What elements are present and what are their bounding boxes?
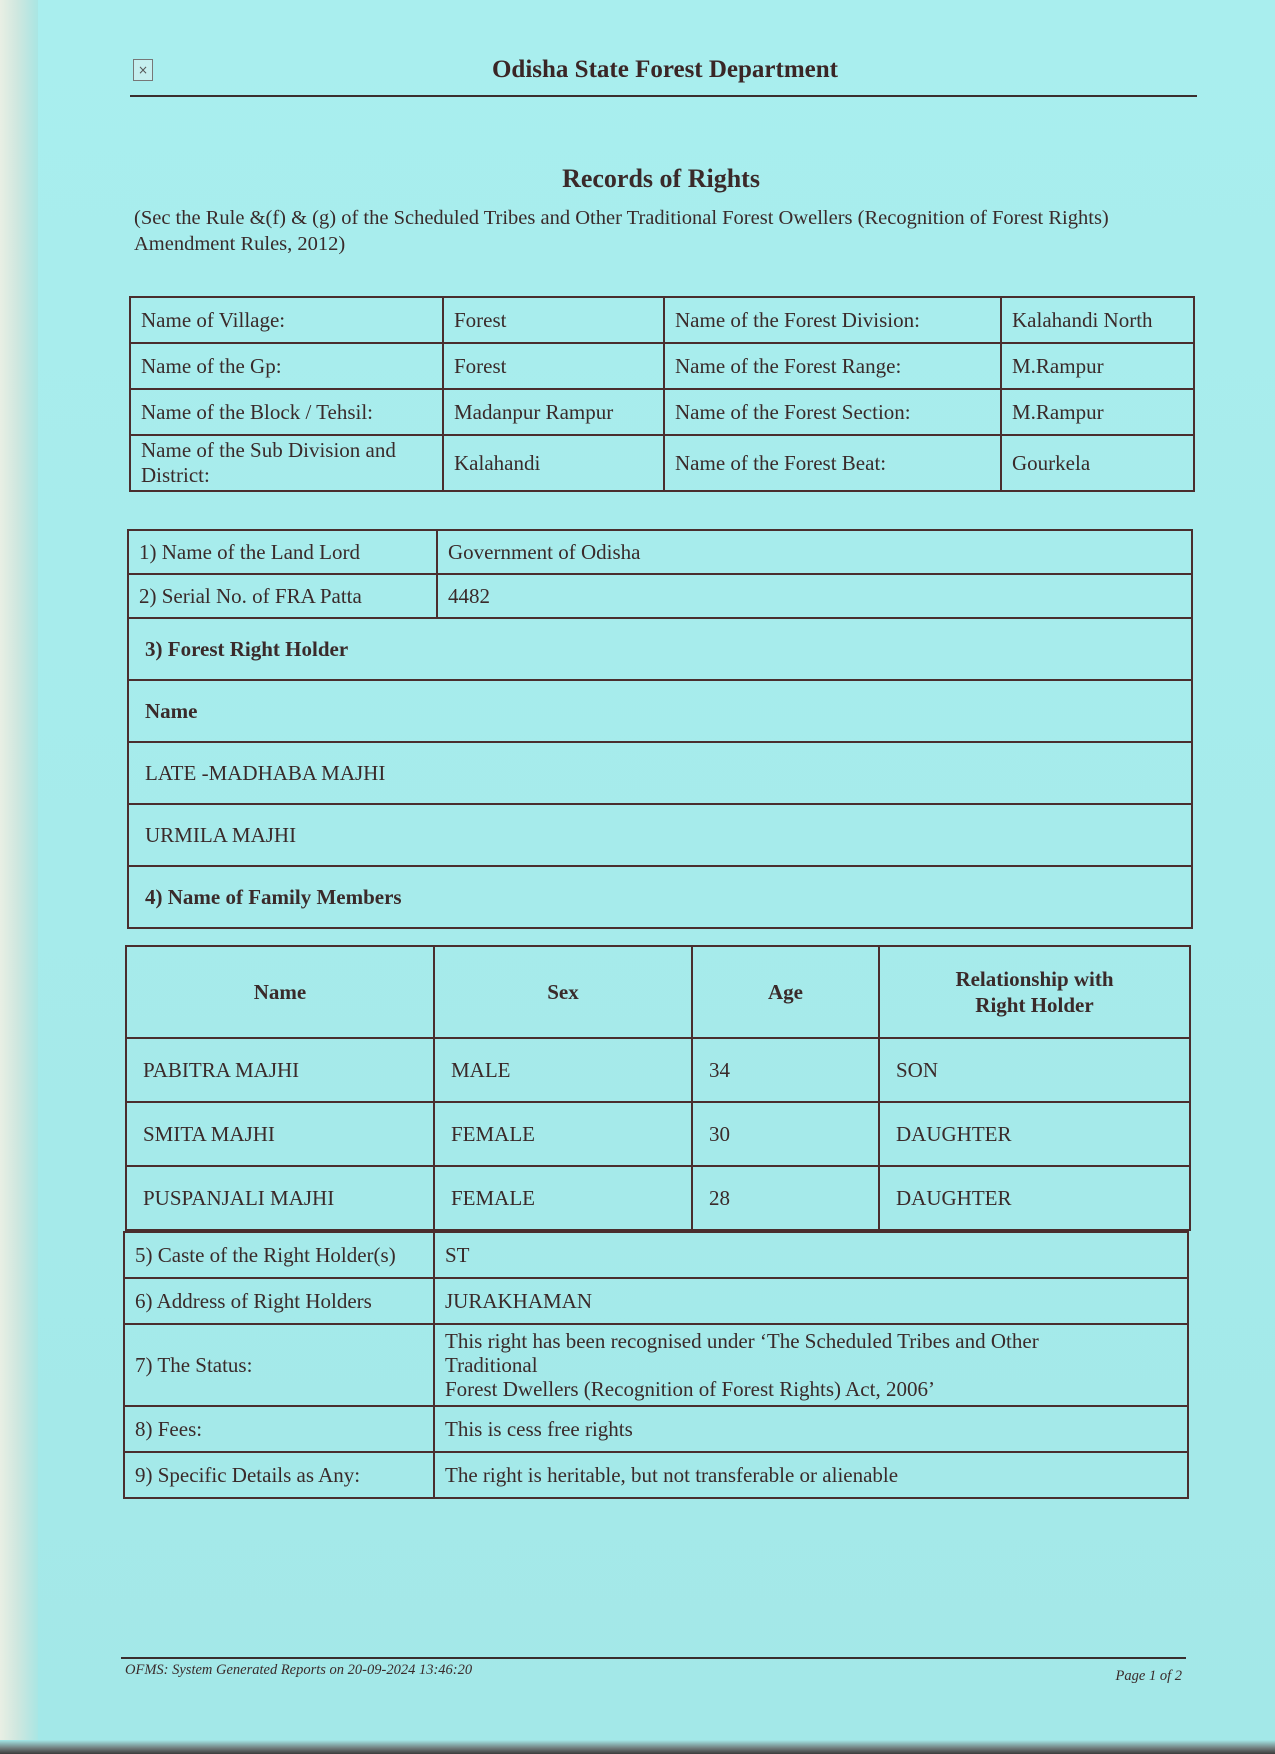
forest-section-value: M.Rampur bbox=[1001, 389, 1194, 435]
footer-divider bbox=[121, 1657, 1186, 1659]
department-title: Odisha State Forest Department bbox=[491, 56, 839, 83]
forest-division-value: Kalahandi North bbox=[1001, 297, 1194, 343]
family-row bbox=[126, 1102, 1190, 1166]
address-row bbox=[124, 1278, 1188, 1324]
specific-details-label: 9) Specific Details as Any: bbox=[124, 1452, 434, 1498]
land-lord-label: 1) Name of the Land Lord bbox=[128, 530, 437, 574]
fees-label: 8) Fees: bbox=[124, 1406, 434, 1452]
document-title: Records of Rights bbox=[562, 164, 760, 193]
family-row bbox=[126, 1166, 1190, 1230]
document-subtitle: (Sec the Rule &(f) & (g) of the Scheduled Tribes and Other Traditional Forest Owellers (Recognition of Forest Rights) Amendment Rules, 2012) bbox=[134, 207, 1109, 255]
family-name-header: Name bbox=[126, 946, 434, 1038]
family-table bbox=[125, 945, 1191, 1231]
family-sex-header: Sex bbox=[434, 946, 692, 1038]
details-table bbox=[123, 1231, 1189, 1499]
location-row bbox=[130, 343, 1194, 389]
family-member-name: SMITA MAJHI bbox=[126, 1102, 434, 1166]
land-lord-row bbox=[128, 530, 1192, 574]
family-member-sex: MALE bbox=[434, 1038, 692, 1102]
family-member-age: 34 bbox=[692, 1038, 879, 1102]
holder-row bbox=[128, 804, 1192, 866]
family-header-row bbox=[126, 946, 1190, 1038]
serial-value: 4482 bbox=[437, 574, 1192, 618]
block-tehsil-value: Madanpur Rampur bbox=[443, 389, 664, 435]
holder-row bbox=[128, 742, 1192, 804]
specific-details-value: The right is heritable, but not transferable or alienable bbox=[434, 1452, 1188, 1498]
location-row bbox=[130, 389, 1194, 435]
family-member-relationship: SON bbox=[879, 1038, 1190, 1102]
scan-bottom-edge bbox=[0, 1740, 1275, 1754]
family-member-relationship: DAUGHTER bbox=[879, 1166, 1190, 1230]
location-table bbox=[129, 296, 1195, 492]
record-table bbox=[127, 529, 1193, 929]
family-member-name: PABITRA MAJHI bbox=[126, 1038, 434, 1102]
forest-range-label: Name of the Forest Range: bbox=[664, 343, 1001, 389]
serial-row bbox=[128, 574, 1192, 618]
forest-beat-label: Name of the Forest Beat: bbox=[664, 435, 1001, 491]
holder-name-header: Name bbox=[128, 680, 1192, 742]
family-member-age: 30 bbox=[692, 1102, 879, 1166]
family-member-age: 28 bbox=[692, 1166, 879, 1230]
block-tehsil-label: Name of the Block / Tehsil: bbox=[130, 389, 443, 435]
forest-division-label: Name of the Forest Division: bbox=[664, 297, 1001, 343]
status-text-line-2: Forest Dwellers (Recognition of Forest Rights) Act, 2006’ bbox=[445, 1377, 935, 1401]
holder-name-header-row bbox=[128, 680, 1192, 742]
address-label: 6) Address of Right Holders bbox=[124, 1278, 434, 1324]
relationship-header-text: Relationship with Right Holder bbox=[955, 967, 1114, 1017]
sub-division-value: Kalahandi bbox=[443, 435, 664, 491]
scan-left-edge bbox=[0, 0, 38, 1754]
status-text-line-1: This right has been recognised under ‘The Scheduled Tribes and Other Traditional bbox=[445, 1329, 1039, 1377]
village-label: Name of Village: bbox=[130, 297, 443, 343]
serial-label: 2) Serial No. of FRA Patta bbox=[128, 574, 437, 618]
family-row bbox=[126, 1038, 1190, 1102]
family-heading: 4) Name of Family Members bbox=[128, 866, 1192, 928]
family-member-relationship: DAUGHTER bbox=[879, 1102, 1190, 1166]
holder-heading: 3) Forest Right Holder bbox=[128, 618, 1192, 680]
location-row bbox=[130, 297, 1194, 343]
forest-section-label: Name of the Forest Section: bbox=[664, 389, 1001, 435]
status-row bbox=[124, 1324, 1188, 1406]
caste-label: 5) Caste of the Right Holder(s) bbox=[124, 1232, 434, 1278]
holder-heading-row bbox=[128, 618, 1192, 680]
generated-timestamp: OFMS: System Generated Reports on 20-09-2024 13:46:20 bbox=[125, 1662, 473, 1678]
page-number: Page 1 of 2 bbox=[1115, 1668, 1182, 1684]
fees-value: This is cess free rights bbox=[434, 1406, 1188, 1452]
address-value: JURAKHAMAN bbox=[434, 1278, 1188, 1324]
sub-division-label: Name of the Sub Division and District: bbox=[130, 435, 443, 491]
status-value bbox=[434, 1324, 1188, 1406]
family-heading-row bbox=[128, 866, 1192, 928]
forest-beat-value: Gourkela bbox=[1001, 435, 1194, 491]
holder-name: URMILA MAJHI bbox=[128, 804, 1192, 866]
fees-row bbox=[124, 1406, 1188, 1452]
holder-name: LATE -MADHABA MAJHI bbox=[128, 742, 1192, 804]
status-label: 7) The Status: bbox=[124, 1324, 434, 1406]
family-member-sex: FEMALE bbox=[434, 1166, 692, 1230]
family-relationship-header bbox=[879, 946, 1190, 1038]
gp-label: Name of the Gp: bbox=[130, 343, 443, 389]
caste-value: ST bbox=[434, 1232, 1188, 1278]
gp-value: Forest bbox=[443, 343, 664, 389]
forest-range-value: M.Rampur bbox=[1001, 343, 1194, 389]
specific-details-row bbox=[124, 1452, 1188, 1498]
location-row bbox=[130, 435, 1194, 491]
land-lord-value: Government of Odisha bbox=[437, 530, 1192, 574]
village-value: Forest bbox=[443, 297, 664, 343]
family-member-sex: FEMALE bbox=[434, 1102, 692, 1166]
family-member-name: PUSPANJALI MAJHI bbox=[126, 1166, 434, 1230]
header-divider bbox=[130, 95, 1197, 97]
caste-row bbox=[124, 1232, 1188, 1278]
broken-image-icon: × bbox=[133, 59, 153, 81]
family-age-header: Age bbox=[692, 946, 879, 1038]
